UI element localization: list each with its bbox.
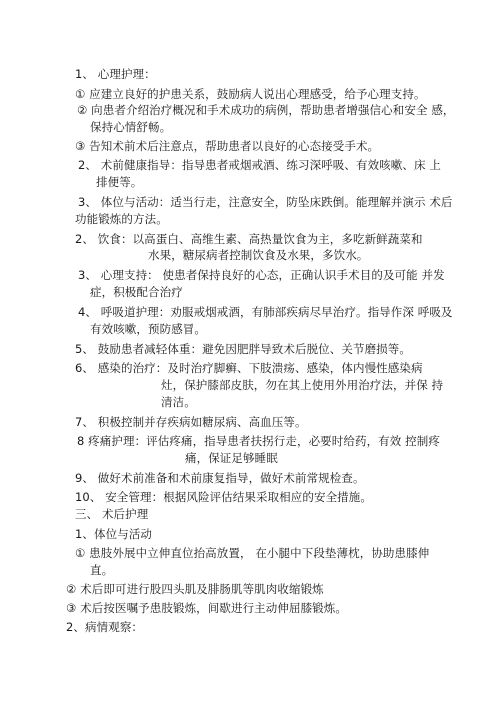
text-line: 保持心情舒畅。 [90, 120, 172, 134]
text-line: 6、 感染的治疗：及时治疗脚癣、下肢溃疡、感染，体内慢性感染病 [75, 361, 423, 375]
text-line: 直。 [90, 563, 114, 577]
text-line: 排便等。 [96, 175, 143, 189]
text-line: 10、 安全管理：根据风险评估结果采取相应的安全措施。 [75, 490, 372, 504]
text-line: 痛，保证足够睡眠 [185, 451, 278, 465]
text-line: 水果，糖尿病者控制饮食及水果，多饮水。 [148, 248, 369, 262]
text-line: 3、 心理支持： 使患者保持良好的心态，正确认识手术目的及可能 并发 [78, 268, 445, 282]
text-line: 1、体位与活动 [75, 527, 153, 541]
text-line: 2、 饮食：以高蛋白、高维生素、高热量饮食为主，多吃新鲜蔬菜和 [75, 232, 423, 246]
text-line: 2、病情观察： [66, 620, 144, 634]
text-line: ③ 术后按医嘱予患肢锻炼，间歇进行主动伸屈膝锻炼。 [66, 601, 347, 615]
text-line: 9、 做好术前准备和术前康复指导，做好术前常规检查。 [75, 471, 365, 485]
text-line: 8 疼痛护理：评估疼痛，指导患者扶拐行走，必要时给药，有效 控制疼 [77, 434, 440, 448]
text-line: 有效咳嗽，预防感冒。 [90, 322, 206, 336]
text-line: 灶，保护膝部皮肤，勿在其上使用外用治疗法，并保 持 [161, 378, 444, 392]
text-line: ② 向患者介绍治疗概况和手术成功的病例，帮助患者增强信心和安全 感， [77, 103, 455, 117]
text-line: 2、 术前健康指导：指导患者戒烟戒酒、练习深呼吸、有效咳嗽、床 上 [78, 158, 441, 172]
text-line: ① 应建立良好的护患关系，鼓励病人说出心理感受，给予心理支持。 [75, 87, 426, 101]
text-line: 7、 积极控制并存疾病如糖尿病、高血压等。 [75, 415, 307, 429]
text-line: 症，积极配合治疗 [90, 285, 183, 299]
text-line: 5、 鼓励患者减轻体重：避免因肥胖导致术后脱位、关节磨损等。 [75, 342, 411, 356]
text-line: 功能锻炼的方法。 [75, 212, 168, 226]
text-line: ③ 告知术前术后注意点，帮助患者以良好的心态接受手术。 [75, 139, 380, 153]
text-line: 3、 体位与活动：适当行走，注意安全，防坠床跌倒。能理解并演示 术后 [78, 195, 453, 209]
text-line: ② 术后即可进行股四头肌及腓肠肌等肌肉收缩锻炼 [66, 582, 324, 596]
text-line: 1、 心理护理： [75, 67, 156, 81]
text-line: ① 患肢外展中立伸直位抬高放置， 在小腿中下段垫薄枕，协助患膝伸 [75, 546, 430, 560]
text-line: 三、 术后护理 [75, 507, 149, 521]
text-line: 清洁。 [161, 395, 196, 409]
text-line: 4、 呼吸道护理：劝服戒烟戒酒，有肺部疾病尽早治疗。指导作深 呼吸及 [78, 305, 453, 319]
